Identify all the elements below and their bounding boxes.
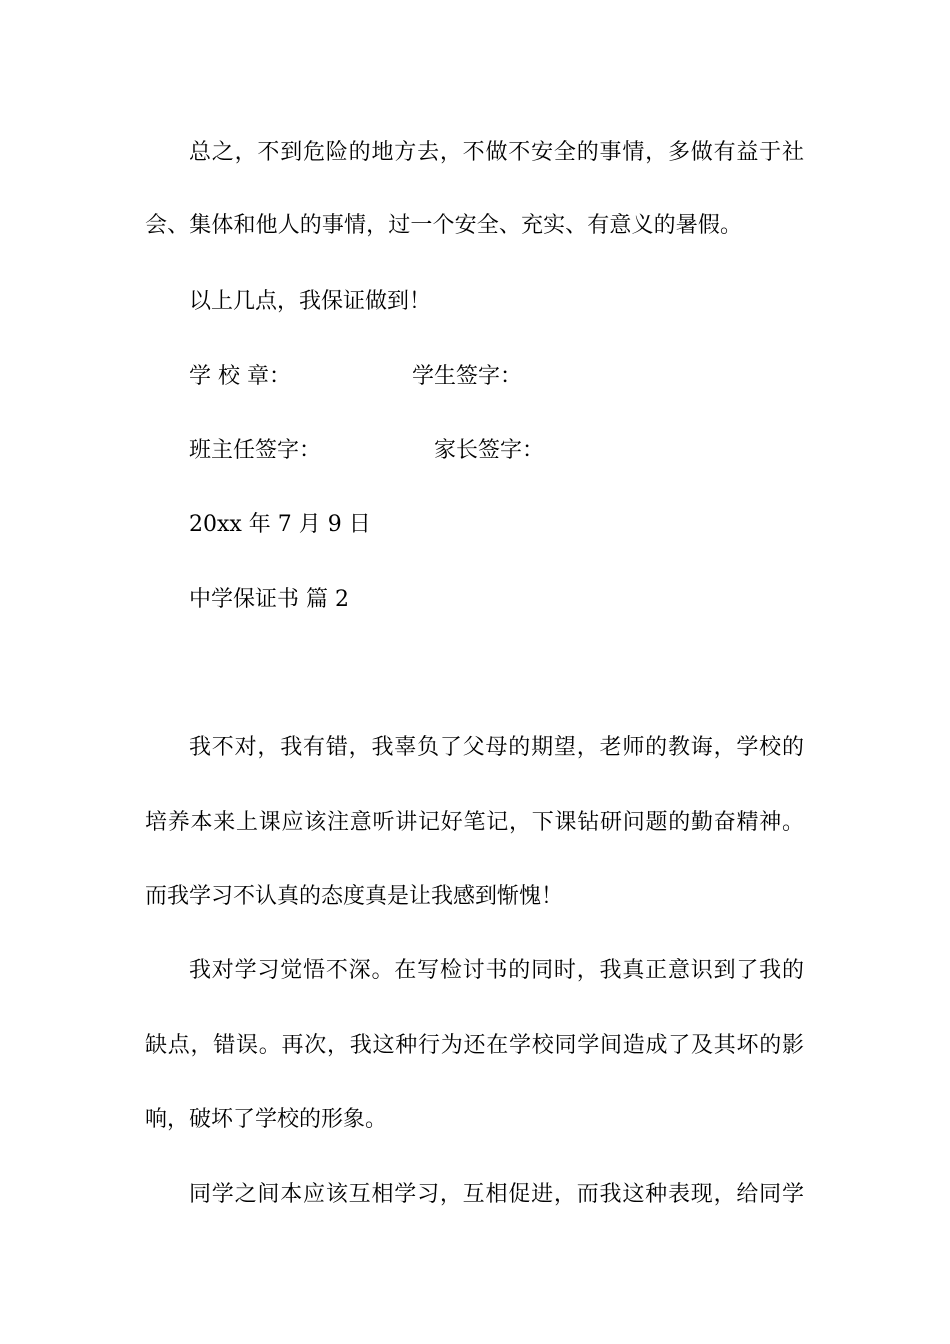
section-title: 中学保证书 篇 2 [189, 587, 349, 612]
student-signature-label: 学生签字： [412, 364, 523, 389]
paragraph-line: 缺点，错误。再次，我这种行为还在学校同学间造成了及其坏的影 [145, 1033, 804, 1058]
paragraph-line: 以上几点，我保证做到！ [189, 289, 432, 314]
paragraph-line: 会、集体和他人的事情，过一个安全、充实、有意义的暑假。 [145, 213, 742, 238]
paragraph-line: 我对学习觉悟不深。在写检讨书的同时，我真正意识到了我的 [189, 958, 804, 983]
paragraph-line: 同学之间本应该互相学习，互相促进，而我这种表现，给同学 [189, 1182, 804, 1207]
paragraph-line: 总之，不到危险的地方去，不做不安全的事情，多做有益于社 [189, 140, 804, 165]
paragraph-line: 响，破坏了学校的形象。 [145, 1107, 388, 1132]
parent-signature-label: 家长签字： [434, 438, 545, 463]
teacher-signature-label: 班主任签字： [189, 438, 322, 463]
paragraph-line: 培养本来上课应该注意听讲记好笔记，下课钻研问题的勤奋精神。 [145, 810, 804, 835]
school-seal-label: 学 校 章： [189, 364, 291, 389]
paragraph-line: 我不对，我有错，我辜负了父母的期望，老师的教诲，学校的 [189, 735, 804, 760]
paragraph-line: 而我学习不认真的态度真是让我感到惭愧！ [145, 884, 564, 909]
document-date: 20xx 年 7 月 9 日 [189, 512, 371, 537]
